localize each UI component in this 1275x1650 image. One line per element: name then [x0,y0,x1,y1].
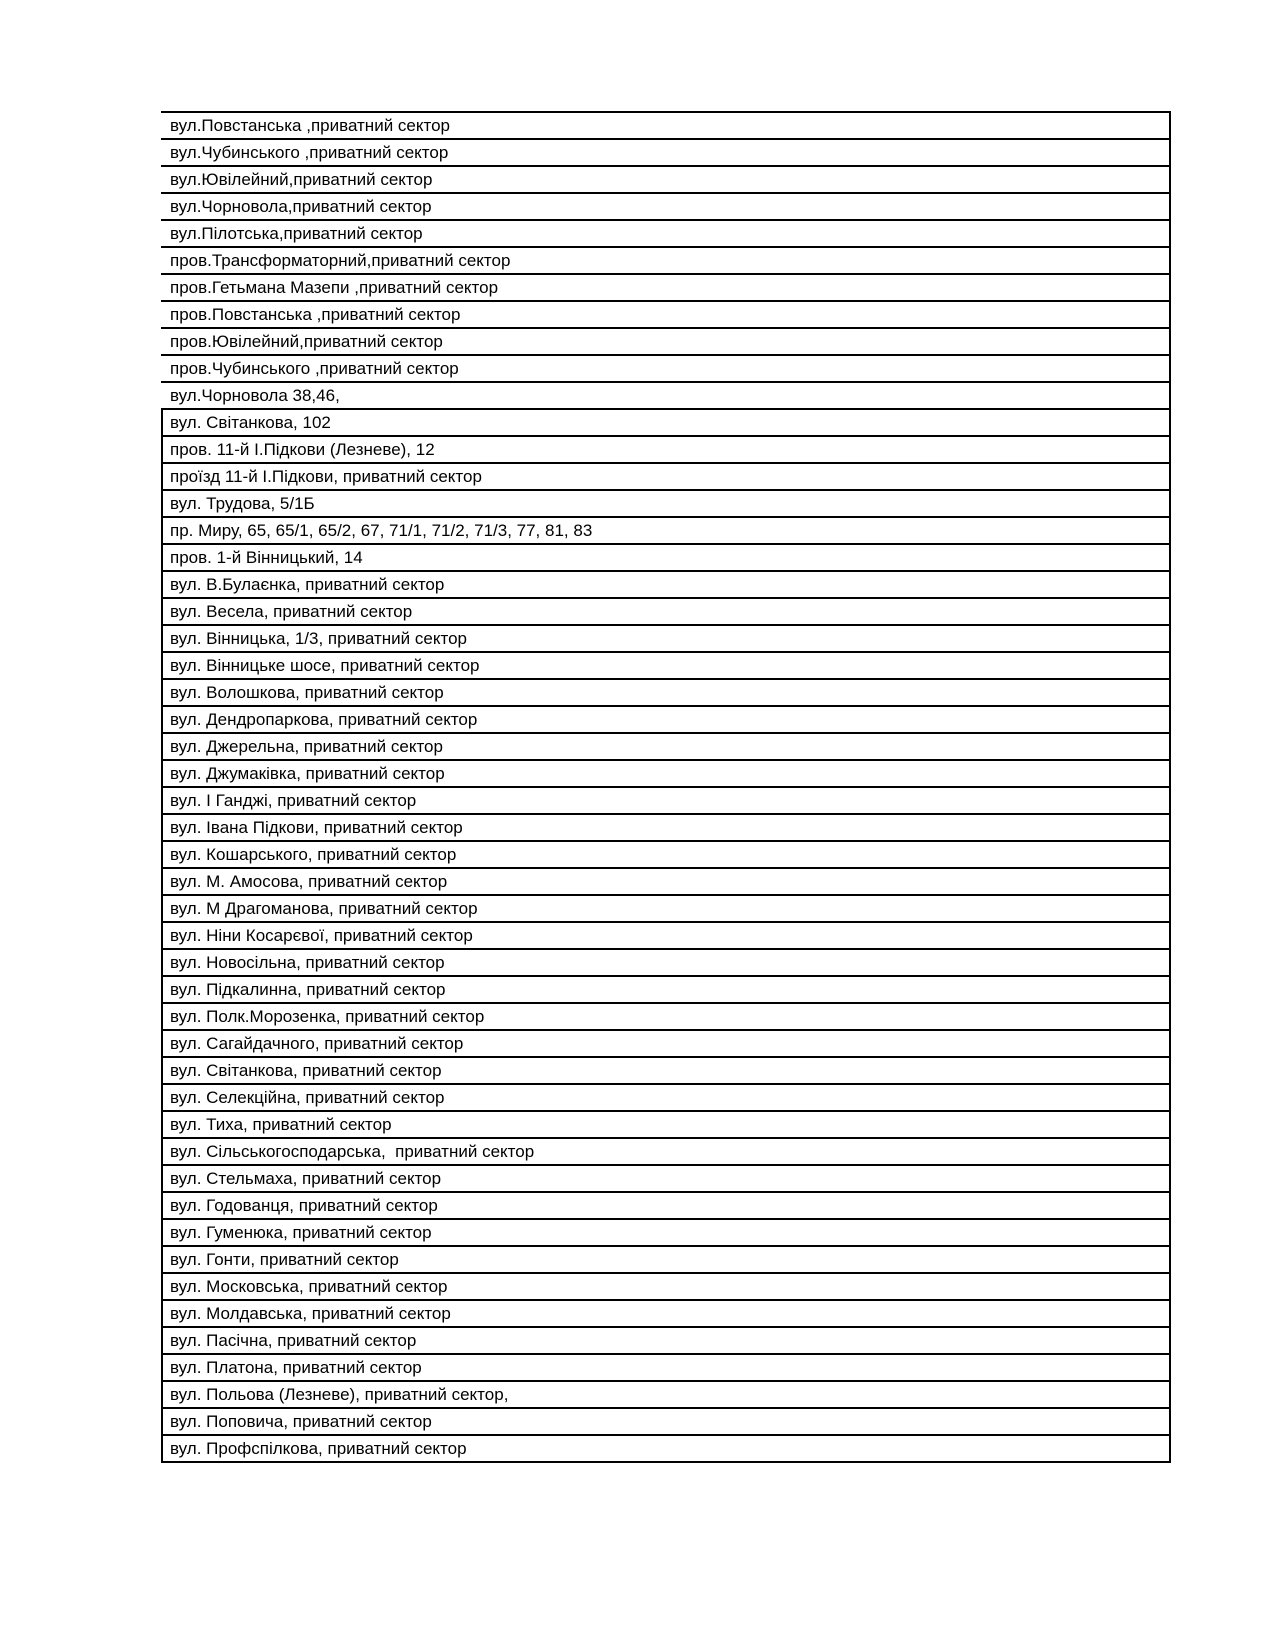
street-address-text: пр. Миру, 65, 65/1, 65/2, 67, 71/1, 71/2, 71/3, 77, 81, 83 [170,521,593,540]
street-address-text: вул. Сагайдачного, приватний сектор [170,1034,464,1053]
table-row [161,194,1169,221]
street-address-text: пров.Повстанська ,приватний сектор [170,305,461,324]
table-row [161,572,1169,599]
street-address-text: вул. І Ганджі, приватний сектор [170,791,417,810]
street-address-text: вул. Ніни Косарєвої, приватний сектор [170,926,473,945]
table-row [161,1436,1169,1463]
street-address-text: вул. Селекційна, приватний сектор [170,1088,445,1107]
table-row [161,491,1169,518]
table-row [161,518,1169,545]
street-address-text: вул. Поповича, приватний сектор [170,1412,432,1431]
table-row [161,1112,1169,1139]
table-row [161,113,1169,140]
table-row [161,626,1169,653]
street-address-text: вул. Профспілкова, приватний сектор [170,1439,467,1458]
table-row [161,356,1169,383]
street-address-text: вул. В.Булаєнка, приватний сектор [170,575,445,594]
table-row [161,680,1169,707]
street-address-text: вул. Платона, приватний сектор [170,1358,422,1377]
table-row [161,950,1169,977]
street-address-text: пров.Чубинського ,приватний сектор [170,359,459,378]
table-row [161,383,1169,410]
street-address-text: вул. Тиха, приватний сектор [170,1115,392,1134]
street-address-text: вул. Підкалинна, приватний сектор [170,980,446,999]
table-row [161,815,1169,842]
table-row [161,1409,1169,1436]
table-row [161,1166,1169,1193]
street-address-text: вул.Чубинського ,приватний сектор [170,143,449,162]
street-address-text: вул. Вінницька, 1/3, приватний сектор [170,629,467,648]
table-row [161,464,1169,491]
table-row [161,248,1169,275]
table-row [161,437,1169,464]
table-row [161,329,1169,356]
street-address-text: вул. Молдавська, приватний сектор [170,1304,451,1323]
table-row [161,410,1169,437]
table-row [161,1301,1169,1328]
table-row [161,734,1169,761]
street-address-text: пров.Ювілейний,приватний сектор [170,332,443,351]
street-address-text: пров.Трансформаторний,приватний сектор [170,251,511,270]
street-address-text: вул. Гонти, приватний сектор [170,1250,399,1269]
table-row [161,1247,1169,1274]
street-address-text: вул. Івана Підкови, приватний сектор [170,818,463,837]
street-address-text: вул. Джумаківка, приватний сектор [170,764,445,783]
table-row [161,1193,1169,1220]
table-row [161,1085,1169,1112]
table-row [161,707,1169,734]
table-row [161,221,1169,248]
street-address-text: вул. Новосільна, приватний сектор [170,953,445,972]
table-row [161,140,1169,167]
street-address-text: вул. Світанкова, 102 [170,413,331,432]
table-row [161,1031,1169,1058]
street-address-text: вул. Стельмаха, приватний сектор [170,1169,442,1188]
table-row [161,788,1169,815]
street-address-text: проїзд 11-й І.Підкови, приватний сектор [170,467,482,486]
street-address-text: вул. Весела, приватний сектор [170,602,413,621]
table-row [161,1355,1169,1382]
street-address-text: вул. М. Амосова, приватний сектор [170,872,448,891]
street-address-text: вул. М Драгоманова, приватний сектор [170,899,478,918]
table-row [161,1274,1169,1301]
street-address-text: вул. Годованця, приватний сектор [170,1196,438,1215]
table-row [161,167,1169,194]
table-row [161,1220,1169,1247]
street-address-text: вул. Московська, приватний сектор [170,1277,448,1296]
street-address-text: пров. 1-й Вінницький, 14 [170,548,363,567]
table-row [161,869,1169,896]
street-address-text: вул. Полк.Морозенка, приватний сектор [170,1007,485,1026]
street-address-text: вул. Польова (Лезневе), приватний сектор, [170,1385,509,1404]
street-address-text: вул. Трудова, 5/1Б [170,494,315,513]
street-address-text: пров. 11-й І.Підкови (Лезневе), 12 [170,440,435,459]
street-address-text: вул. Вінницьке шосе, приватний сектор [170,656,480,675]
street-address-text: вул.Ювілейний,приватний сектор [170,170,433,189]
street-address-text: вул.Пілотська,приватний сектор [170,224,423,243]
table-row [161,275,1169,302]
table-row [161,896,1169,923]
table-row [161,1058,1169,1085]
street-address-text: вул. Кошарського, приватний сектор [170,845,457,864]
table-row [161,653,1169,680]
table-row [161,1328,1169,1355]
street-address-text: вул.Чорновола 38,46, [170,386,340,405]
street-address-text: вул.Чорновола,приватний сектор [170,197,432,216]
street-address-text: вул. Гуменюка, приватний сектор [170,1223,432,1242]
table-row [161,923,1169,950]
street-address-text: пров.Гетьмана Мазепи ,приватний сектор [170,278,499,297]
table-row [161,302,1169,329]
address-table [161,111,1171,1463]
table-row [161,977,1169,1004]
table-row [161,1139,1169,1166]
street-address-text: вул. Джерельна, приватний сектор [170,737,443,756]
table-row [161,1004,1169,1031]
table-row [161,1382,1169,1409]
table-row [161,761,1169,788]
street-address-text: вул. Сільськогосподарська, приватний сектор [170,1142,535,1161]
street-address-text: вул.Повстанська ,приватний сектор [170,116,451,135]
table-row [161,599,1169,626]
street-address-text: вул. Пасічна, приватний сектор [170,1331,417,1350]
street-address-text: вул. Дендропаркова, приватний сектор [170,710,478,729]
table-row [161,842,1169,869]
table-row [161,545,1169,572]
street-address-text: вул. Світанкова, приватний сектор [170,1061,442,1080]
street-address-text: вул. Волошкова, приватний сектор [170,683,444,702]
